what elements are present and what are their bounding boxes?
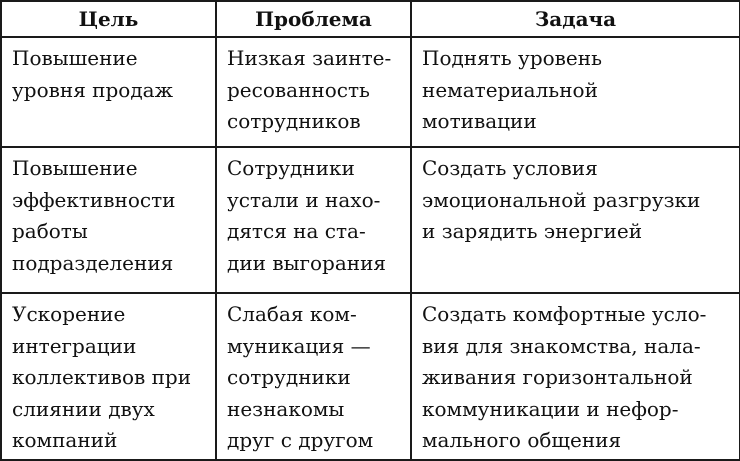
cell-line: друг с другом xyxy=(227,428,374,452)
cell-line: мального общения xyxy=(422,428,622,452)
cell-line: коллективов при xyxy=(12,365,192,389)
cell-line: сотрудники xyxy=(227,365,351,389)
problem-cell xyxy=(216,37,411,147)
cell-line: Повышение xyxy=(12,46,138,70)
cell-line: нематериальной xyxy=(422,77,598,102)
table-row xyxy=(1,147,740,293)
cell-line: подразделения xyxy=(12,250,174,275)
cell-line: устали и нахо- xyxy=(227,187,381,212)
table-row xyxy=(1,293,740,460)
header-task: Задача xyxy=(411,1,740,37)
cell-line: муникация — xyxy=(227,333,371,358)
cell-line: Ускорение xyxy=(12,302,126,326)
cell-line: Слабая ком- xyxy=(227,302,357,326)
task-cell xyxy=(411,147,740,293)
cell-line: Создать условия xyxy=(422,156,598,180)
cell-line: и зарядить энергией xyxy=(422,219,643,243)
header-row xyxy=(1,1,740,37)
cell-line: работы xyxy=(12,219,88,243)
cell-line: дятся на ста- xyxy=(227,219,366,243)
task-cell xyxy=(411,293,740,460)
cell-line: Сотрудники xyxy=(227,156,355,180)
cell-line: ресованность xyxy=(227,77,370,102)
problem-cell xyxy=(216,147,411,293)
cell-line: Создать комфортные усло- xyxy=(422,302,707,326)
cell-line: Поднять уровень xyxy=(422,46,602,70)
header-problem: Проблема xyxy=(216,1,411,37)
cell-line: вия для знакомства, нала- xyxy=(422,333,701,358)
cell-line: эмоциональной разгрузки xyxy=(422,187,701,212)
cell-line: уровня продаж xyxy=(12,77,173,102)
goal-cell xyxy=(1,147,216,293)
table-row xyxy=(1,37,740,147)
task-cell xyxy=(411,37,740,147)
cell-line: Повышение xyxy=(12,156,138,180)
cell-line: сотрудников xyxy=(227,109,361,133)
cell-line: компаний xyxy=(12,428,118,452)
cell-line: слиянии двух xyxy=(12,396,155,421)
cell-line: коммуникации и нефор- xyxy=(422,396,679,421)
cell-line: интеграции xyxy=(12,333,137,358)
cell-line: незнакомы xyxy=(227,396,345,421)
cell-line: эффективности xyxy=(12,187,176,212)
header-goal: Цель xyxy=(1,1,216,37)
goal-cell xyxy=(1,293,216,460)
cell-line: Низкая заинте- xyxy=(227,46,392,70)
goal-cell xyxy=(1,37,216,147)
problem-cell xyxy=(216,293,411,460)
cell-line: живания горизонтальной xyxy=(422,365,693,389)
cell-line: дии выгорания xyxy=(227,250,387,275)
cell-line: мотивации xyxy=(422,109,537,133)
